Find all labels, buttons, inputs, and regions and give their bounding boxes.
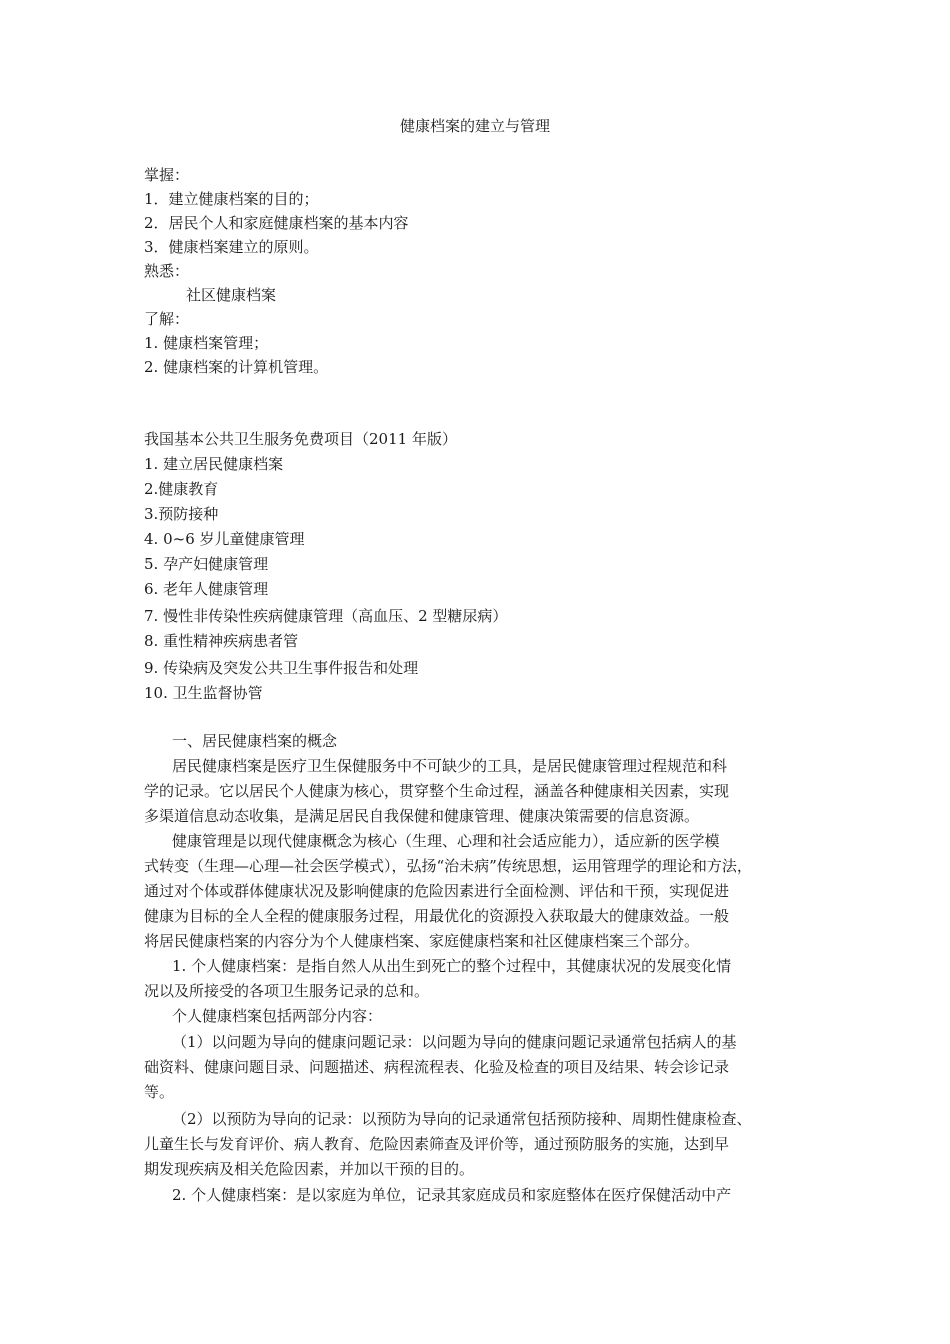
body-line: 儿童生长与发育评价、病人教育、危险因素筛查及评价等，通过预防服务的实施，达到早: [144, 1135, 730, 1153]
body-line: 个人健康档案包括两部分内容：: [172, 1007, 383, 1025]
service-item: 5. 孕产妇健康管理: [144, 555, 269, 573]
master-item: 3．健康档案建立的原则。: [144, 238, 319, 256]
service-item: 7. 慢性非传染性疾病健康管理（高血压、2 型糖尿病）: [144, 607, 508, 625]
body-line: （1）以问题为导向的健康问题记录：以问题为导向的健康问题记录通常包括病人的基: [172, 1033, 737, 1051]
service-item: 1. 建立居民健康档案: [144, 455, 284, 473]
services-heading: 我国基本公共卫生服务免费项目（2011 年版）: [144, 430, 457, 448]
body-line: 将居民健康档案的内容分为个人健康档案、家庭健康档案和社区健康档案三个部分。: [144, 932, 700, 950]
page-title: 健康档案的建立与管理: [399, 117, 550, 135]
body-line: 健康管理是以现代健康概念为核心（生理、心理和社会适应能力），适应新的医学模: [172, 832, 720, 850]
master-item: 2．居民个人和家庭健康档案的基本内容: [144, 214, 409, 232]
body-line: 健康为目标的全人全程的健康服务过程，用最优化的资源投入获取最大的健康效益。一般: [144, 907, 730, 925]
body-line: 居民健康档案是医疗卫生保健服务中不可缺少的工具，是居民健康管理过程规范和科: [172, 757, 728, 775]
body-line: （2）以预防为导向的记录：以预防为导向的记录通常包括预防接种、周期性健康检查、: [172, 1110, 752, 1128]
service-item: 2.健康教育: [144, 480, 219, 498]
understand-item: 1. 健康档案管理；: [144, 334, 269, 352]
body-line: 学的记录。它以居民个人健康为核心，贯穿整个生命过程，涵盖各种健康相关因素，实现: [144, 782, 730, 800]
body-line: 况以及所接受的各项卫生服务记录的总和。: [144, 982, 430, 1000]
service-item: 3.预防接种: [144, 505, 219, 523]
understand-item: 2. 健康档案的计算机管理。: [144, 358, 329, 376]
service-item: 9. 传染病及突发公共卫生事件报告和处理: [144, 659, 419, 677]
service-item: 8. 重性精神疾病患者管: [144, 632, 299, 650]
body-line: 期发现疾病及相关危险因素，并加以干预的目的。: [144, 1160, 475, 1178]
familiar-heading: 熟悉：: [144, 262, 190, 280]
service-item: 6. 老年人健康管理: [144, 580, 269, 598]
familiar-item: 社区健康档案: [186, 286, 277, 304]
section-heading: 一、居民健康档案的概念: [172, 732, 338, 750]
body-line: 通过对个体或群体健康状况及影响健康的危险因素进行全面检测、评估和干预，实现促进: [144, 882, 730, 900]
master-heading: 掌握：: [144, 166, 190, 184]
understand-heading: 了解：: [144, 310, 190, 328]
body-line: 式转变（生理—心理—社会医学模式），弘扬“治未病”传统思想，运用管理学的理论和方法，: [144, 857, 752, 875]
service-item: 4. 0~6 岁儿童健康管理: [144, 530, 305, 548]
body-line: 1. 个人健康档案：是指自然人从出生到死亡的整个过程中，其健康状况的发展变化情: [172, 957, 732, 975]
body-line: 2. 个人健康档案：是以家庭为单位，记录其家庭成员和家庭整体在医疗保健活动中产: [172, 1186, 732, 1204]
body-line: 础资料、健康问题目录、问题描述、病程流程表、化验及检查的项目及结果、转会诊记录: [144, 1058, 730, 1076]
master-item: 1．建立健康档案的目的；: [144, 190, 319, 208]
body-line: 等。: [144, 1083, 175, 1101]
service-item: 10. 卫生监督协管: [144, 684, 263, 702]
body-line: 多渠道信息动态收集，是满足居民自我保健和健康管理、健康决策需要的信息资源。: [144, 807, 700, 825]
